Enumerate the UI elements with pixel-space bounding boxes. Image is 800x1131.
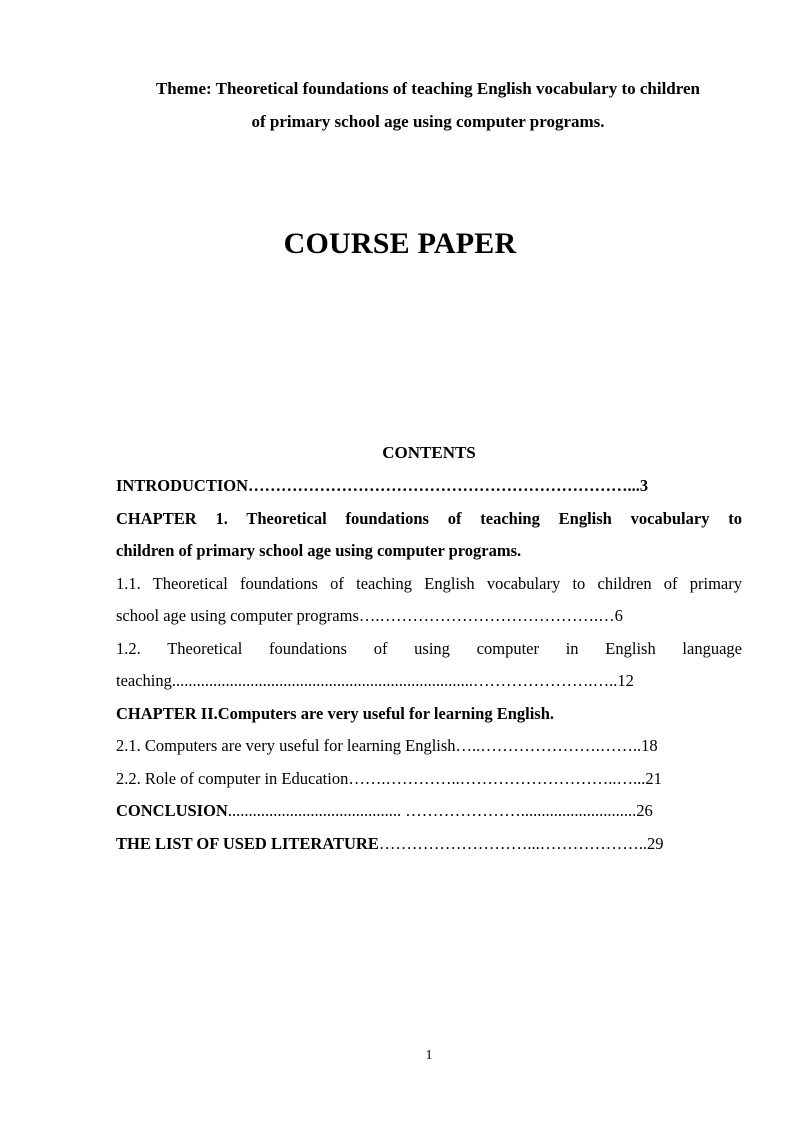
toc-entry-1-1-line-1: 1.1. Theoretical foundations of teaching English vocabulary to children of primary bbox=[116, 573, 742, 593]
toc-entry-literature-leader: ………………………...………………..29 bbox=[378, 833, 664, 853]
toc-entry-1-2-line-2: teaching.........................................................................………………….…..12 bbox=[116, 671, 634, 690]
toc-entry-2-1: 2.1. Computers are very useful for learning English…..………………….……..18 bbox=[116, 736, 658, 755]
toc-entry-2-2: 2.2. Role of computer in Education…….…………..………………………..…...21 bbox=[116, 768, 662, 788]
page-number: 1 bbox=[425, 1048, 433, 1063]
theme-line-2: of primary school age using computer programs. bbox=[251, 112, 605, 131]
theme-line-1: Theme: Theoretical foundations of teaching English vocabulary to children bbox=[155, 79, 701, 98]
theme-heading bbox=[100, 72, 756, 138]
toc-entry-chapter-1-line-2: children of primary school age using computer programs. bbox=[116, 541, 522, 560]
toc-entry-1-2-line-1: 1.2. Theoretical foundations of using computer in English language bbox=[116, 638, 742, 658]
toc-entry-conclusion-label: CONCLUSION bbox=[116, 801, 228, 820]
toc-entry-chapter-1-line-1: CHAPTER 1. Theoretical foundations of teaching English vocabulary to bbox=[116, 508, 742, 528]
document-title: COURSE PAPER bbox=[283, 227, 517, 260]
toc-entry-introduction: INTRODUCTION……………………………………………………………...3 bbox=[116, 476, 649, 495]
toc-entry-chapter-2: CHAPTER II.Computers are very useful for learning English. bbox=[116, 703, 555, 723]
table-of-contents bbox=[116, 470, 742, 860]
toc-entry-conclusion-leader: .......................................... …………………............................26 bbox=[227, 801, 653, 820]
toc-entry-1-1-line-2: school age using computer programs….………………………………….…6 bbox=[116, 606, 623, 625]
toc-entry-literature bbox=[116, 828, 742, 861]
contents-heading: CONTENTS bbox=[382, 443, 476, 462]
toc-entry-conclusion bbox=[116, 795, 742, 828]
toc-entry-literature-label: THE LIST OF USED LITERATURE bbox=[116, 833, 379, 853]
